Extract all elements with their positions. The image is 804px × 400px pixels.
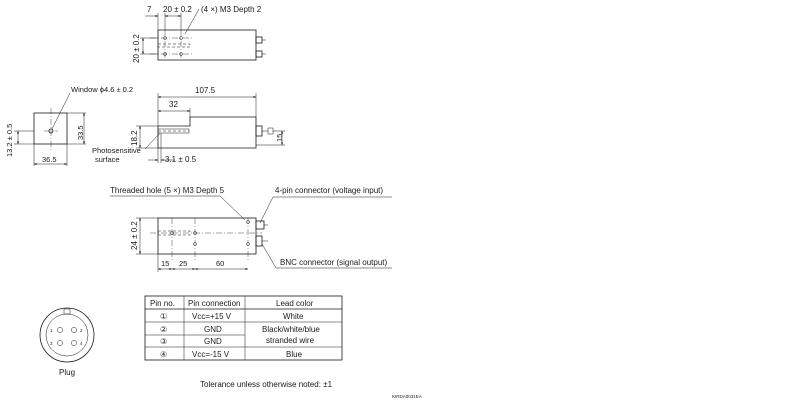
plug-outer: [40, 308, 94, 362]
dim-top-height: 20 ± 0.2: [132, 34, 141, 63]
plug-pin-2: [71, 327, 76, 332]
dim-step: 32: [169, 100, 178, 109]
dim-connector: 15: [275, 133, 284, 142]
dim-surface: 3.1 ± 0.5: [165, 155, 197, 164]
top-view-body: [158, 30, 256, 60]
table-row-4-connection: Vcc=-15 V: [192, 350, 230, 359]
table-merged-color-2: stranded wire: [266, 336, 315, 345]
table-row-1-color: White: [283, 312, 304, 321]
photosensitive-label: Photosensitive: [92, 146, 141, 155]
plug-pin-1-label: 1: [50, 328, 53, 333]
bnc-connector: [256, 236, 262, 246]
four-pin-connector: [256, 221, 264, 229]
dim-bottom-height: 24 ± 0.2: [130, 221, 139, 250]
dim-bottom-b: 25: [179, 259, 188, 268]
plug-key: [64, 309, 70, 314]
plug-pin-1: [57, 327, 62, 332]
plug-inner: [46, 314, 88, 356]
thread-note: Threaded hole (5 ×) M3 Depth 5: [110, 186, 225, 195]
end-view-body: [34, 113, 67, 144]
dim-bottom-c: 60: [216, 259, 225, 268]
dim-top-spacing: 20 ± 0.2: [163, 5, 192, 14]
drawing-code: KIRDA0031EA: [392, 394, 422, 399]
top-view-connector: [256, 37, 262, 43]
plug-label: Plug: [59, 368, 76, 377]
surface-label: surface: [95, 155, 120, 164]
top-view: [132, 5, 266, 63]
plug-pin-2-label: 2: [80, 328, 83, 333]
table-header-pin: Pin no.: [150, 299, 175, 308]
table-merged-color-1: Black/white/blue: [262, 325, 320, 334]
dim-bottom-a: 15: [161, 259, 170, 268]
table-header-connection: Pin connection: [188, 299, 241, 308]
bottom-view: [110, 186, 392, 272]
connector-bnc-note: BNC connector (signal output): [280, 258, 388, 267]
table-header-color: Lead color: [276, 299, 314, 308]
dim-left-height: 18.2: [130, 130, 139, 146]
dim-center-height: 13.2 ± 0.5: [5, 123, 14, 157]
side-view: [92, 86, 285, 164]
window-note: Window ϕ4.6 ± 0.2: [71, 85, 134, 94]
bottom-view-body: [158, 218, 256, 254]
table-row-2-pin: ②: [160, 325, 168, 334]
plug-diagram: [40, 308, 94, 377]
table-row-1-connection: Vcc=+15 V: [192, 312, 232, 321]
top-view-connector: [256, 51, 262, 57]
table-row-2-connection: GND: [204, 325, 222, 334]
pin-table: [145, 296, 342, 360]
side-view-body: [158, 117, 256, 148]
plug-pin-4-label: 4: [80, 341, 83, 346]
plug-pin-3: [57, 340, 62, 345]
plug-pin-3-label: 3: [50, 341, 53, 346]
dim-length: 107.5: [195, 86, 216, 95]
dim-top-edge: 7: [147, 5, 152, 14]
table-row-3-pin: ③: [160, 337, 168, 346]
table-row-4-pin: ④: [160, 350, 168, 359]
dim-end-height: 33.5: [76, 125, 85, 140]
table-row-1-pin: ①: [160, 312, 168, 321]
plug-pin-4: [71, 340, 76, 345]
table-row-3-connection: GND: [204, 337, 222, 346]
dim-end-width: 36.5: [42, 155, 57, 164]
top-hole-note: (4 ×) M3 Depth 2: [201, 5, 262, 14]
table-row-4-color: Blue: [286, 350, 303, 359]
connector-4pin-note: 4-pin connector (voltage input): [275, 186, 384, 195]
tolerance-note: Tolerance unless otherwise noted: ±1: [200, 380, 333, 389]
